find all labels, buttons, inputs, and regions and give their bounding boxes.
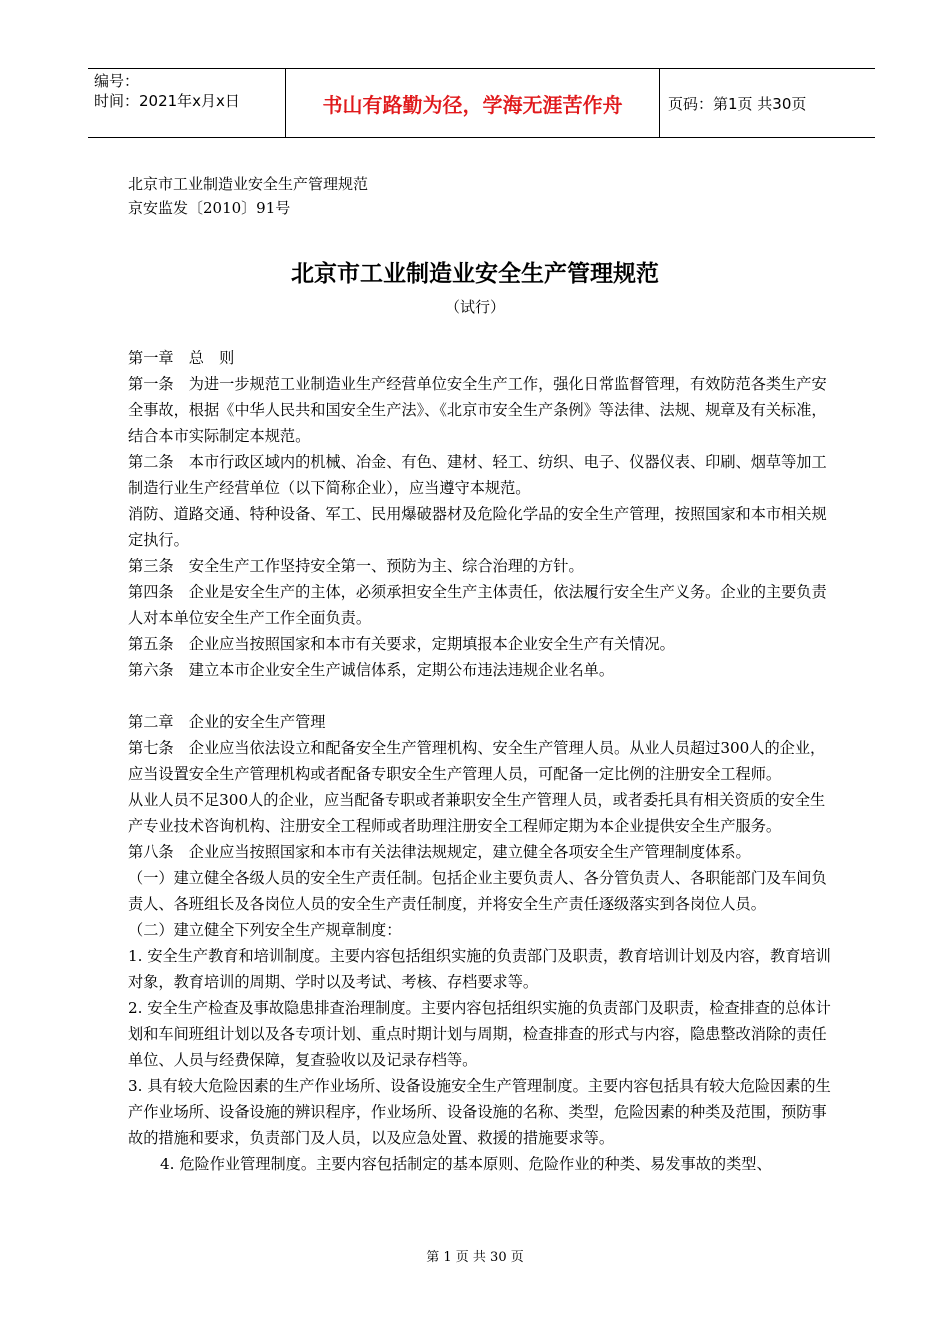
- article-paragraph: 第八条 企业应当按照国家和本市有关法律法规规定，建立健全各项安全生产管理制度体系。: [128, 843, 751, 861]
- list-item: 4. 危险作业管理制度。主要内容包括制定的基本原则、危险作业的种类、易发事故的类型、: [160, 1155, 772, 1173]
- document-title: 北京市工业制造业安全生产管理规范: [291, 261, 659, 287]
- article-paragraph: （二）建立健全下列安全生产规章制度：: [128, 921, 402, 939]
- article-paragraph: 从业人员不足300人的企业，应当配备专职或者兼职安全生产管理人员，或者委托具有相关资质的安全生产专业技术咨询机构、注册安全工程师或者助理注册安全工程师定期为本企业提供安全生产服务。: [128, 791, 826, 835]
- document-subtitle: （试行）: [444, 298, 505, 316]
- article-paragraph: （一）建立健全各级人员的安全生产责任制。包括企业主要负责人、各分管负责人、各职能部门及车间负责人、各班组长及各岗位人员的安全生产责任制度，并将安全生产责任逐级落实到各岗位人员。: [128, 869, 827, 913]
- article-paragraph: 第二条 本市行政区域内的机械、冶金、有色、建材、轻工、纺织、电子、仪器仪表、印刷、烟草等加工制造行业生产经营单位（以下简称企业），应当遵守本规范。: [128, 453, 827, 497]
- header-motto: 书山有路勤为径，学海无涯苦作舟: [286, 69, 660, 137]
- preamble-line-1: 北京市工业制造业安全生产管理规范: [128, 175, 369, 193]
- list-item: 3. 具有较大危险因素的生产作业场所、设备设施安全生产管理制度。主要内容包括具有较大危险因素的生产作业场所、设备设施的辨识程序，作业场所、设备设施的名称、类型，危险因素的种类及范围，预防事故的措施和要求，负责部门及人员，以及应急处置、救援的措施要求等。: [128, 1077, 831, 1147]
- chapter-heading: 第二章 企业的安全生产管理: [128, 713, 326, 731]
- list-item: 2. 安全生产检查及事故隐患排查治理制度。主要内容包括组织实施的负责部门及职责，检查排查的总体计划和车间班组计划以及各专项计划、重点时期计划与周期，检查排查的形式与内容，隐患整改消除的责任单位、人员与经费保障，复查验收以及记录存档等。: [128, 999, 831, 1069]
- number-label: 编号：: [94, 72, 140, 90]
- header-meta: [88, 69, 286, 137]
- preamble: [128, 172, 368, 220]
- article-paragraph: 第七条 企业应当依法设立和配备安全生产管理机构、安全生产管理人员。从业人员超过300人的企业，应当设置安全生产管理机构或者配备专职安全生产管理人员，可配备一定比例的注册安全工程师。: [128, 739, 826, 783]
- article-paragraph: 第三条 安全生产工作坚持安全第一、预防为主、综合治理的方针。: [128, 557, 584, 575]
- article-paragraph: 第六条 建立本市企业安全生产诚信体系，定期公布违法违规企业名单。: [128, 661, 614, 679]
- article-paragraph: 第一条 为进一步规范工业制造业生产经营单位安全生产工作，强化日常监督管理，有效防范各类生产安全事故，根据《中华人民共和国安全生产法》、《北京市安全生产条例》等法律、法规、规章及有关标准，结合本市实际制定本规范。: [128, 375, 827, 445]
- header-page-label: 页码：第1页 共30页: [668, 94, 807, 113]
- list-item: 1. 安全生产教育和培训制度。主要内容包括组织实施的负责部门及职责，教育培训计划及内容，教育培训对象，教育培训的周期、学时以及考试、考核、存档要求等。: [128, 947, 831, 991]
- article-paragraph: 第四条 企业是安全生产的主体，必须承担安全生产主体责任，依法履行安全生产义务。企业的主要负责人对本单位安全生产工作全面负责。: [128, 583, 827, 627]
- page-footer: 第 1 页 共 30 页: [426, 1250, 524, 1265]
- document-body: [128, 345, 838, 1177]
- article-paragraph: 消防、道路交通、特种设备、军工、民用爆破器材及危险化学品的安全生产管理，按照国家和本市相关规定执行。: [128, 505, 827, 549]
- article-paragraph: 第五条 企业应当按照国家和本市有关要求，定期填报本企业安全生产有关情况。: [128, 635, 675, 653]
- chapter-heading: 第一章 总 则: [128, 349, 235, 367]
- document-header: [88, 68, 875, 138]
- time-label: 时间：2021年x月x日: [94, 92, 240, 110]
- spacer: [128, 683, 838, 709]
- preamble-line-2: 京安监发〔2010〕91号: [128, 199, 291, 217]
